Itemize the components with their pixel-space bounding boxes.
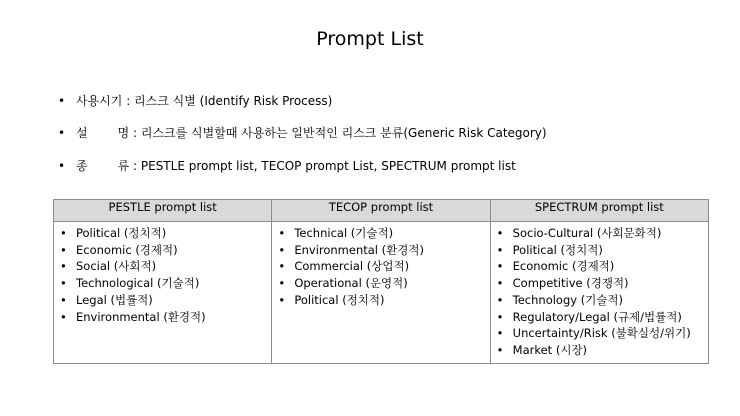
bullet-label: 사용시기 xyxy=(76,94,123,108)
list-item: • Uncertainty/Risk (불확실성/위기) xyxy=(495,325,704,342)
header-spectrum: SPECTRUM prompt list xyxy=(490,200,708,222)
list-item: • Legal (법률적) xyxy=(58,292,267,309)
bullet-label-a: 설 xyxy=(76,126,88,140)
bullet-types xyxy=(58,157,516,174)
bullet-description xyxy=(58,124,547,141)
list-item: • Competitive (경쟁적) xyxy=(495,275,704,292)
list-item: • Technology (기술적) xyxy=(495,292,704,309)
list-item: • Economic (경제적) xyxy=(58,242,267,259)
list-item: • Political (정치적) xyxy=(276,292,485,309)
bullet-dot: • xyxy=(58,159,66,173)
bullet-text: : 리스크를 식별할때 사용하는 일반적인 리스크 분류(Generic Risk Category) xyxy=(133,126,547,140)
list-item: • Technological (기술적) xyxy=(58,275,267,292)
header-pestle: PESTLE prompt list xyxy=(54,200,272,222)
bullet-label-b: 류 xyxy=(117,159,130,173)
list-item: • Political (정치적) xyxy=(58,225,267,242)
list-item: • Commercial (상업적) xyxy=(276,258,485,275)
list-item: • Political (정치적) xyxy=(495,242,704,259)
bullet-text: : 리스크 식별 (Identify Risk Process) xyxy=(126,94,333,108)
tecop-cell xyxy=(272,222,490,364)
list-item: • Environmental (환경적) xyxy=(276,242,485,259)
list-item: • Economic (경제적) xyxy=(495,258,704,275)
bullet-dot: • xyxy=(58,94,66,108)
prompt-list-table xyxy=(53,199,709,364)
bullet-usage-time xyxy=(58,92,332,109)
bullet-label-a: 종 xyxy=(76,159,88,173)
list-item: • Technical (기술적) xyxy=(276,225,485,242)
spectrum-cell xyxy=(490,222,708,364)
list-item: • Socio-Cultural (사회문화적) xyxy=(495,225,704,242)
pestle-cell xyxy=(54,222,272,364)
bullet-text: : PESTLE prompt list, TECOP prompt List, SPECTRUM prompt list xyxy=(133,159,516,173)
list-item: • Social (사회적) xyxy=(58,258,267,275)
bullet-dot: • xyxy=(58,126,66,140)
list-item: • Operational (운영적) xyxy=(276,275,485,292)
slide-title: Prompt List xyxy=(316,28,424,50)
list-item: • Environmental (환경적) xyxy=(58,309,267,326)
header-tecop: TECOP prompt list xyxy=(272,200,490,222)
list-item: • Regulatory/Legal (규제/법률적) xyxy=(495,309,704,326)
bullet-label-b: 명 xyxy=(117,126,130,140)
list-item: • Market (시장) xyxy=(495,342,704,359)
